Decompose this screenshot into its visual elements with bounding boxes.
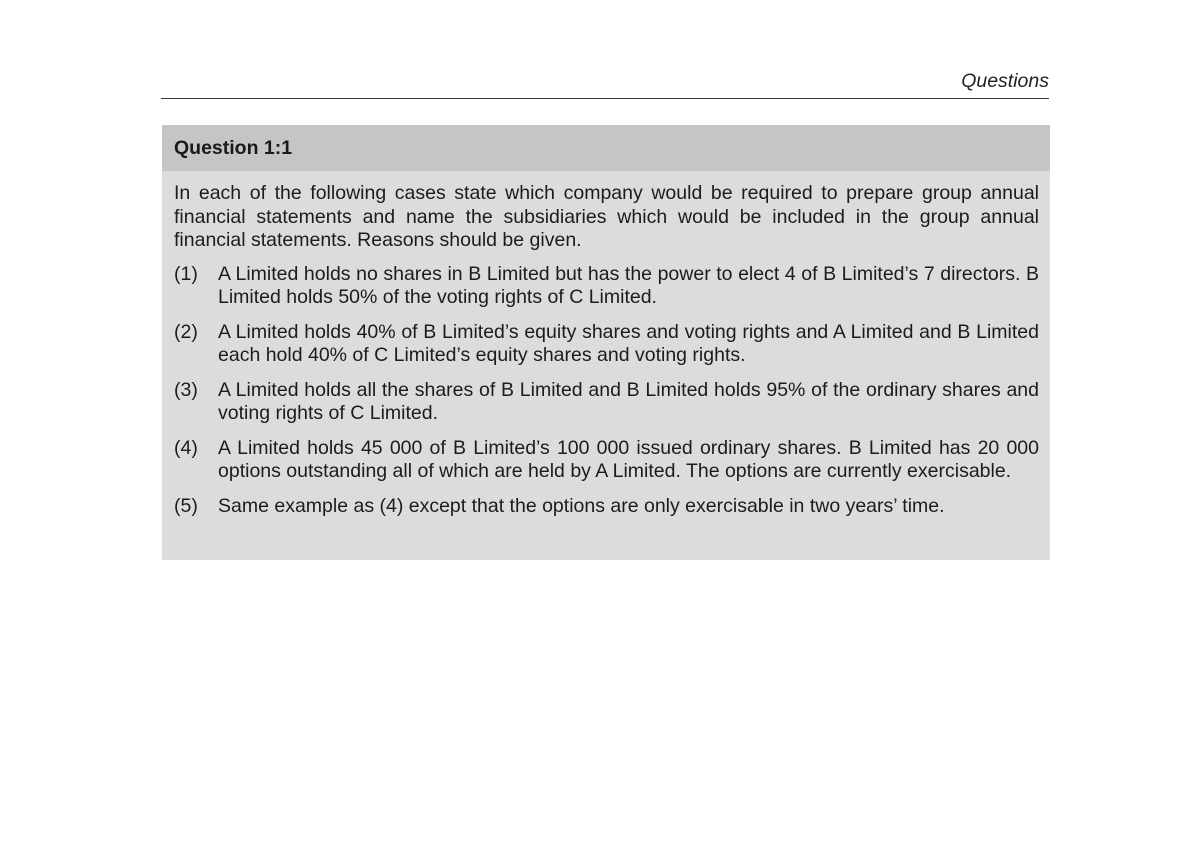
- question-item-number: (3): [174, 378, 198, 401]
- question-item: [174, 321, 1039, 368]
- question-intro: In each of the following cases state which company would be required to prepare group annual financial statements and name the subsidiaries which would be included in the group annual financial statements. Reasons should be given.: [174, 182, 1039, 251]
- question-item: [174, 379, 1039, 426]
- question-item-text: A Limited holds 40% of B Limited’s equity shares and voting rights and A Limited and B Limited each hold 40% of C Limited’s equity shares and voting rights.: [218, 320, 1039, 366]
- question-item-number: (2): [174, 320, 198, 343]
- running-header-title: Questions: [961, 70, 1049, 92]
- question-item-number: (4): [174, 436, 198, 459]
- question-item-text: A Limited holds no shares in B Limited but has the power to elect 4 of B Limited’s 7 directors. B Limited holds 50% of the voting rights of C Limited.: [218, 262, 1039, 308]
- question-item-text: Same example as (4) except that the options are only exercisable in two years’ time.: [218, 494, 945, 517]
- question-header: [162, 125, 1050, 171]
- question-item: [174, 263, 1039, 310]
- running-header: [161, 70, 1049, 99]
- question-body: [162, 171, 1050, 518]
- question-item-list: [174, 263, 1039, 519]
- question-item-text: A Limited holds 45 000 of B Limited’s 100 000 issued ordinary shares. B Limited has 20 000 options outstanding all of which are held by A Limited. The options are currently exercisable.: [218, 436, 1039, 482]
- question-item-text: A Limited holds all the shares of B Limited and B Limited holds 95% of the ordinary shares and voting rights of C Limited.: [218, 378, 1039, 424]
- question-title: Question 1:1: [174, 137, 293, 159]
- question-item: [174, 437, 1039, 484]
- question-item-number: (5): [174, 494, 198, 517]
- question-box: [162, 125, 1050, 560]
- question-item: [174, 495, 1039, 519]
- question-item-number: (1): [174, 262, 198, 285]
